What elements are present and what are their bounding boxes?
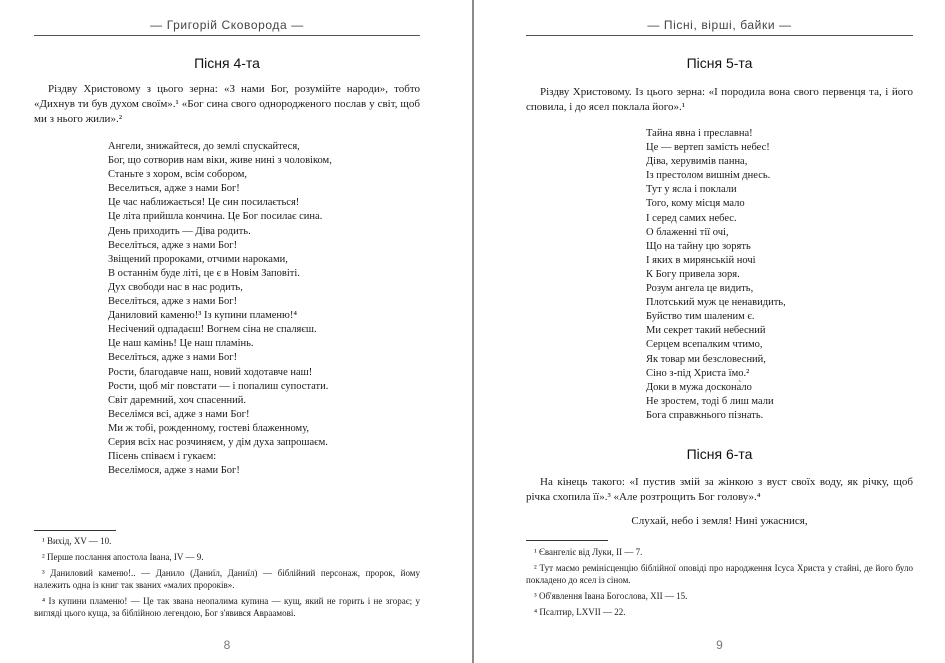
verse-line: К Богу привела зоря.	[646, 268, 740, 280]
verse-first-line-6: Слухай, небо і земля! Нині ужаснися,	[631, 515, 808, 527]
verse-line: Це літа прийшла кончина. Це Бог посилає сина.	[108, 211, 323, 223]
verse-line: Веселімося, адже з нами Бог!	[108, 465, 240, 477]
footnote: ⁴ Псалтир, LXVII — 22.	[534, 607, 626, 617]
verse-line: І яких в мирянській ночі	[646, 254, 756, 266]
verse-line: Веселіться, адже з нами Бог!	[108, 239, 238, 251]
verse-line: Даниловий каменю!³ Із купини пламеню!⁴	[108, 310, 298, 322]
verse-line: Буйство тим шаленим є.	[646, 311, 755, 323]
header-rule-right	[526, 35, 913, 36]
footnote: ³ Даниловий каменю!.. — Данило (Даниїл, Даниїл) — біблійний персонаж, пророк, йому належить одна із книг так званих «малих пророків».	[34, 568, 420, 590]
footnote: ² Перше послання апостола Івана, IV — 9.	[42, 552, 204, 562]
verse-line: Доки в мужа доскона̀ло	[646, 381, 752, 393]
verse-line: Як товар ми безсловесний,	[646, 353, 766, 365]
intro-paragraph-right: Різдву Христовому. Із цього зерна: «І породила вона свого первенця та, і його сповила, і до ясел поклала його».¹	[526, 86, 913, 113]
footnote: ¹ Євангеліє від Луки, II — 7.	[534, 547, 643, 557]
verse-line: Це наш камінь! Це наш пламінь.	[108, 338, 254, 350]
verse-line: Того, кому місця мало	[646, 198, 745, 210]
verse-line: Дух свободи нас в нас родить,	[108, 281, 243, 293]
verse-line: Серия всіх нас розчиняєм, у дім духа запрошаєм.	[108, 436, 328, 448]
verse-line: Ми ж тобі, рожденному, гостеві блаженному,	[108, 422, 310, 434]
verse-line: Звіщений пророками, отчими нароками,	[108, 253, 288, 265]
verse-line: Це — вертеп замість небес!	[646, 142, 770, 154]
page-number-right: 9	[716, 638, 723, 652]
verse-block-left	[108, 140, 332, 478]
song-title-6: Пісня 6-та	[686, 446, 753, 462]
verse-line: Плотський муж це ненавидить,	[646, 297, 786, 309]
verse-line: Із престолом вишнім днесь.	[646, 170, 771, 182]
verse-line: Ми секрет такий небесний	[646, 325, 766, 337]
verse-line: Серцем всепалким чтимо,	[646, 339, 763, 351]
footnote: ³ Об'явлення Івана Богослова, XII — 15.	[534, 591, 688, 601]
verse-line: Тут у ясла і поклали	[646, 184, 737, 196]
footnotes-left	[34, 535, 420, 623]
verse-line: Сіно з-під Христа їмо.²	[646, 367, 750, 379]
header-rule-left	[34, 35, 420, 36]
verse-line: Що на тайну цю зорять	[646, 240, 751, 252]
left-page	[0, 0, 472, 663]
verse-line: Несічений одпадаєш! Вогнем сіна не спаляєш.	[108, 324, 317, 336]
verse-line: Тайна явна і преславна!	[646, 128, 753, 139]
verse-line: Рости, благодавче наш, новий ходотавче наш!	[108, 366, 313, 378]
verse-line: О блаженні тії очі,	[646, 226, 729, 238]
running-head-right: — Пісні, вірші, байки —	[647, 18, 792, 32]
verse-block-right	[646, 127, 786, 423]
running-head-left: — Григорій Сковорода —	[150, 18, 304, 32]
verse-line: Це час наближається! Це син посилається!	[108, 197, 300, 209]
verse-line: Не зростем, тоді б лиш мали	[646, 395, 774, 407]
footnote-rule-right	[526, 540, 608, 541]
footnote: ⁴ Із купини пламеню! — Це так звана неопалима купина — кущ, який не горить і не згорає; у вигляді цього куща, за біблійною легендою, Бог з'явився Авраамові.	[34, 596, 420, 618]
verse-line: В останнім буде літі, це є в Новім Заповіті.	[108, 267, 300, 279]
footnote: ¹ Вихід, XV — 10.	[42, 536, 112, 546]
verse-line: Веселімся всі, адже з нами Бог!	[108, 408, 250, 420]
right-page	[474, 0, 945, 663]
verse-line: Бога справжнього пізнать.	[646, 409, 764, 421]
verse-line: Світ даремний, хоч спасенний.	[108, 394, 246, 406]
verse-line: Рости, щоб міг повстати — і попалиш супостати.	[108, 380, 329, 392]
verse-line: Ангели, знижайтеся, до землі спускайтеся,	[108, 141, 300, 152]
verse-line: День приходить — Діва родить.	[108, 225, 251, 237]
verse-line: Веселіться, адже з нами Бог!	[108, 352, 238, 364]
verse-line: Бог, що сотворив нам віки, живе нині з чоловіком,	[108, 155, 332, 167]
verse-line: Веселиться, адже з нами Бог!	[108, 183, 240, 195]
footnotes-right	[526, 546, 913, 622]
verse-line: Діва, херувимів панна,	[646, 156, 748, 168]
verse-line: Розум ангела це видить,	[646, 283, 754, 295]
intro-paragraph-right-2: На кінець такого: «І пустив змій за жінкою з вуст своїх воду, як річку, щоб річка схопила її».³ «Але розтрощить Бог голову».⁴	[526, 476, 913, 503]
footnote: ² Тут маємо ремінісценцію біблійної оповіді про народження Ісуса Христа у стайні, де його було покладено до ясел із сіном.	[526, 563, 913, 585]
song-title-5: Пісня 5-та	[686, 55, 753, 71]
intro-paragraph-left: Різдву Христовому з цього зерна: «З нами Бог, розумійте народи», тобто «Дихнув ти був духом своїм».¹ «Бог сина свого однородженого послав у світ, щоб ми з нього жили».²	[34, 83, 420, 125]
verse-line: І серед самих небес.	[646, 212, 737, 224]
page-number-left: 8	[223, 638, 231, 652]
song-title-4: Пісня 4-та	[194, 55, 260, 71]
footnote-rule-left	[34, 530, 116, 531]
verse-line: Пісень співаєм і гукаєм:	[108, 451, 217, 463]
verse-line: Станьте з хором, всім собором,	[108, 169, 248, 181]
verse-line: Веселіться, адже з нами Бог!	[108, 296, 238, 308]
